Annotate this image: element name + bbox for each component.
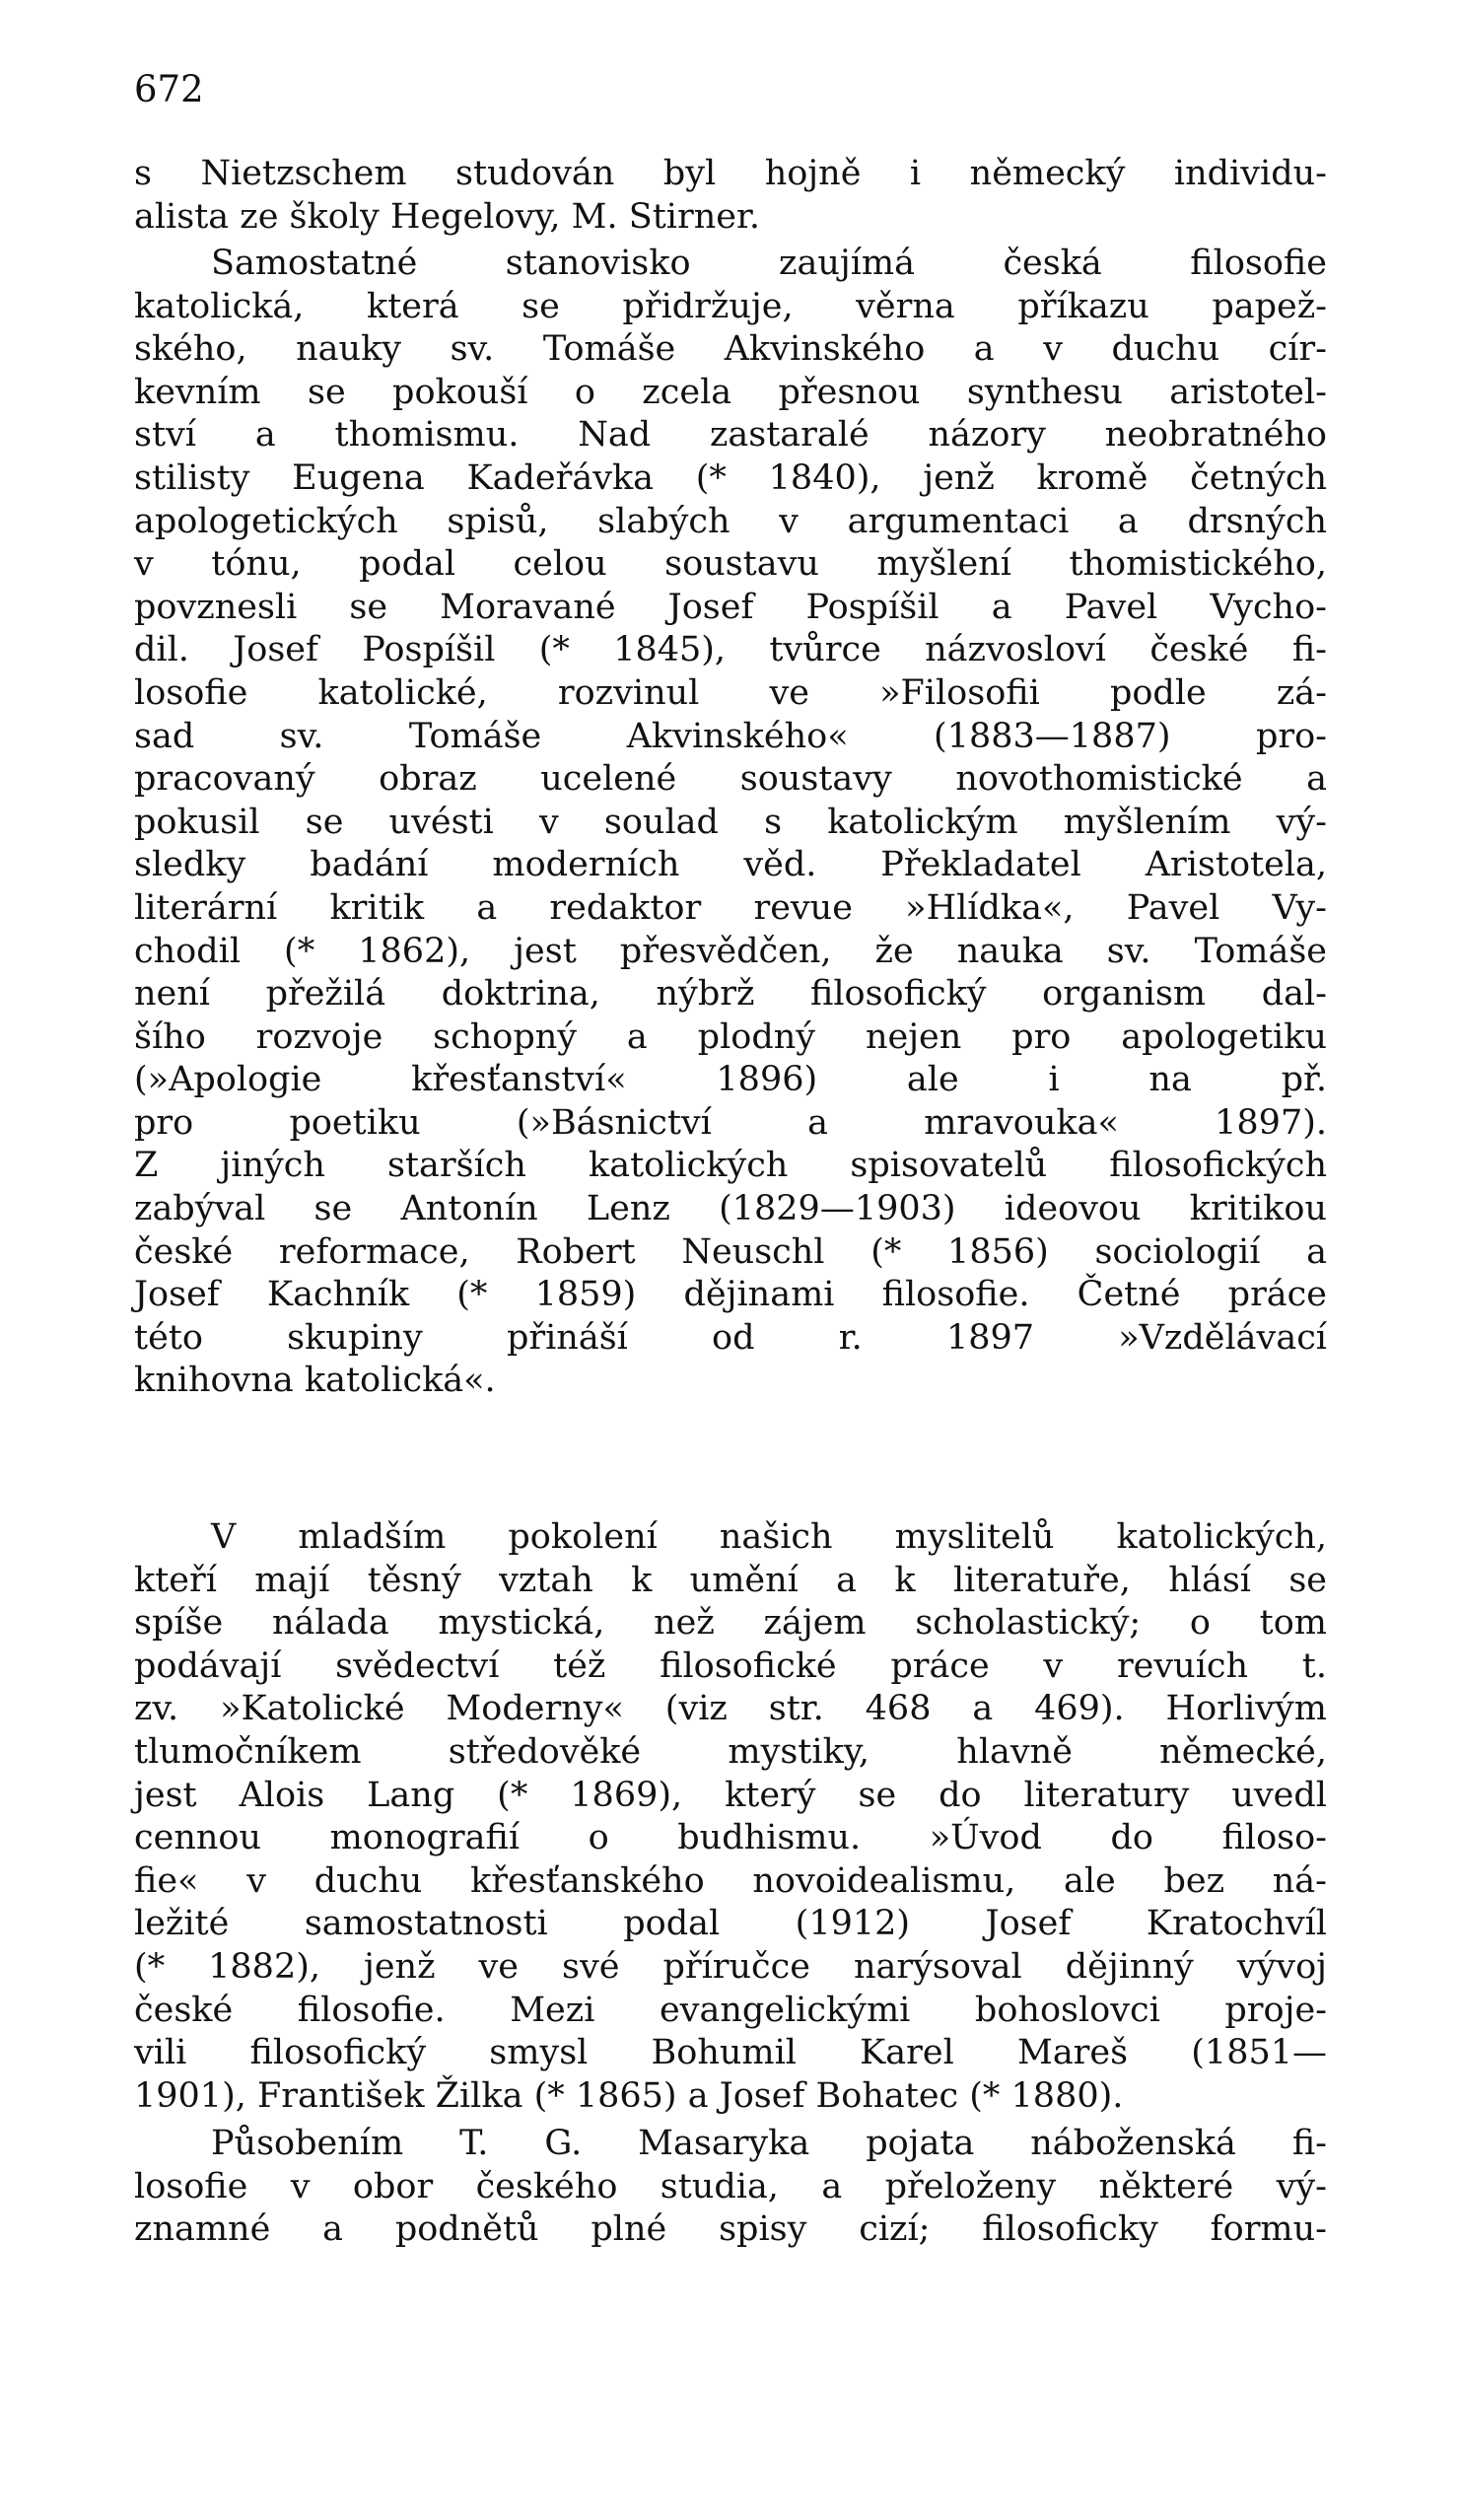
text-line: knihovna katolická«. xyxy=(134,1361,496,1401)
text-line: apologetických spisů, slabých v argumentaci a drsných xyxy=(134,501,1327,541)
text-line: ského, nauky sv. Tomáše Akvinského a v duchu cír- xyxy=(134,329,1327,370)
text-line: české filosofie. Mezi evangelickými bohoslovci proje- xyxy=(134,1990,1327,2030)
text-line: pracovaný obraz ucelené soustavy novothomistické a xyxy=(134,759,1327,800)
text-line: není přežilá doktrina, nýbrž filosofický organism dal- xyxy=(134,974,1327,1015)
text-line: cennou monografií o budhismu. »Úvod do filoso- xyxy=(134,1818,1327,1858)
paragraph-3 xyxy=(134,1516,1327,2118)
text-line: katolická, která se přidržuje, věrna příkazu papež- xyxy=(134,286,1327,326)
paragraph-2 xyxy=(134,243,1327,1403)
text-line: alista ze školy Hegelovy, M. Stirner. xyxy=(134,196,760,237)
text-line: losofie v obor českého studia, a přeloženy některé vý- xyxy=(134,2166,1327,2206)
text-line: (»Apologie křesťanství« 1896) ale i na př. xyxy=(134,1060,1327,1100)
text-line: tlumočníkem středověké mystiky, hlavně německé, xyxy=(134,1731,1327,1772)
text-line: sledky badání moderních věd. Překladatel Aristotela, xyxy=(134,845,1327,885)
text-line: pro poetiku (»Básnictví a mravouka« 1897). xyxy=(134,1102,1327,1143)
text-line: s Nietzschem studován byl hojně i německý individu- xyxy=(134,154,1327,193)
text-line: zv. »Katolické Moderny« (viz str. 468 a 469). Horlivým xyxy=(134,1689,1327,1729)
text-line: vili filosofický smysl Bohumil Karel Mareš (1851— xyxy=(134,2033,1327,2073)
text-line: kevním se pokouší o zcela přesnou synthesu aristotel- xyxy=(134,372,1327,412)
text-line: spíše nálada mystická, než zájem scholastický; o tom xyxy=(134,1603,1327,1644)
text-line: losofie katolické, rozvinul ve »Filosofii podle zá- xyxy=(134,672,1327,713)
text-line: české reformace, Robert Neuschl (* 1856) sociologií a xyxy=(134,1231,1327,1272)
text-line: dil. Josef Pospíšil (* 1845), tvůrce názvosloví české fi- xyxy=(134,630,1327,670)
text-line: (* 1882), jenž ve své příručce narýsoval dějinný vývoj xyxy=(134,1946,1327,1987)
text-line: šího rozvoje schopný a plodný nejen pro apologetiku xyxy=(134,1016,1327,1057)
text-line: Samostatné stanovisko zaujímá česká filosofie xyxy=(211,244,1327,283)
text-line: jest Alois Lang (* 1869), který se do literatury uvedl xyxy=(134,1775,1327,1815)
text-line: znamné a podnětů plné spisy cizí; filosoficky formu- xyxy=(134,2209,1327,2250)
paragraph-4 xyxy=(134,2123,1327,2252)
text-line: Působením T. G. Masaryka pojata náboženská fi- xyxy=(211,2124,1327,2163)
paragraph-1 xyxy=(134,153,1327,239)
text-line: 1901), František Žilka (* 1865) a Josef Bohatec (* 1880). xyxy=(134,2075,1124,2116)
text-line: zabýval se Antonín Lenz (1829—1903) ideovou kritikou xyxy=(134,1189,1327,1229)
text-line: V mladším pokolení našich myslitelů katolických, xyxy=(211,1517,1327,1557)
text-line: Z jiných starších katolických spisovatelů filosofických xyxy=(134,1146,1327,1186)
text-line: v tónu, podal celou soustavu myšlení thomistického, xyxy=(134,544,1327,585)
text-line: fie« v duchu křesťanského novoidealismu, ale bez ná- xyxy=(134,1860,1327,1901)
text-line: literární kritik a redaktor revue »Hlídka«, Pavel Vy- xyxy=(134,887,1327,928)
text-line: povznesli se Moravané Josef Pospíšil a Pavel Vycho- xyxy=(134,587,1327,627)
text-line: této skupiny přináší od r. 1897 »Vzdělávací xyxy=(134,1317,1327,1358)
text-line: pokusil se uvésti v soulad s katolickým myšlením vý- xyxy=(134,802,1327,842)
text-line: podávají svědectví též filosofické práce v revuích t. xyxy=(134,1645,1327,1686)
text-line: Josef Kachník (* 1859) dějinami filosofie. Četné práce xyxy=(134,1275,1327,1315)
text-line: ství a thomismu. Nad zastaralé názory neobratného xyxy=(134,415,1327,455)
text-line: stilisty Eugena Kadeřávka (* 1840), jenž kromě četných xyxy=(134,457,1327,498)
text-line: sad sv. Tomáše Akvinského« (1883—1887) pro- xyxy=(134,716,1327,756)
text-line: chodil (* 1862), jest přesvědčen, že nauka sv. Tomáše xyxy=(134,931,1327,971)
page-number: 672 xyxy=(134,68,204,110)
text-line: ležité samostatnosti podal (1912) Josef Kratochvíl xyxy=(134,1904,1327,1944)
text-line: kteří mají těsný vztah k umění a k literatuře, hlásí se xyxy=(134,1560,1327,1600)
